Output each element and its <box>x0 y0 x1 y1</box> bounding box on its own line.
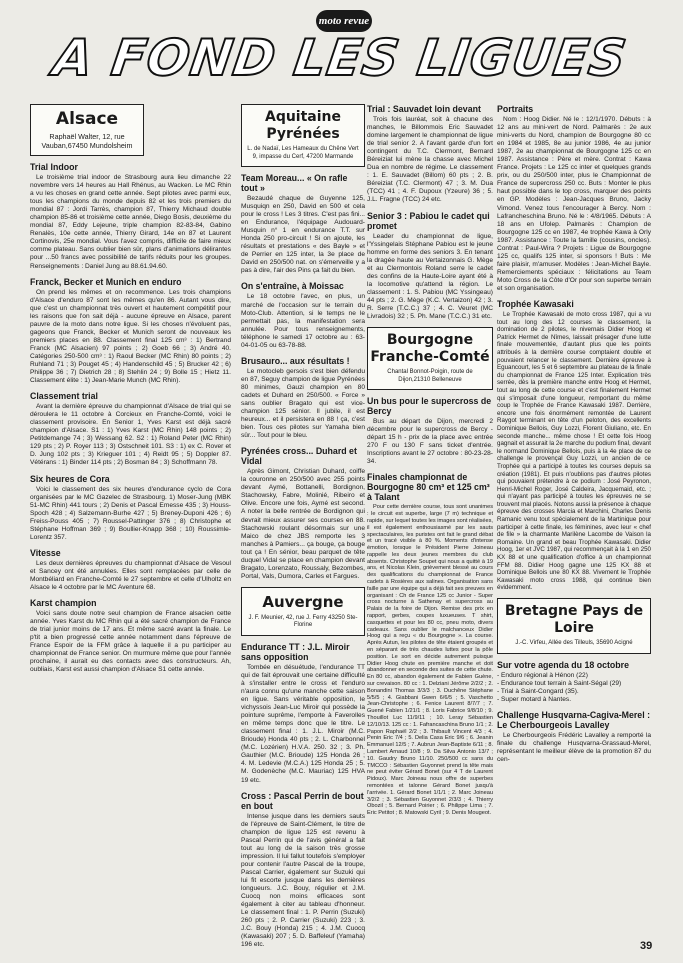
agenda-item: - Super motard à Nantes. <box>497 695 572 703</box>
article-body: Les deux dernières épreuves du championnat d'Alsace de Vesoul et Sancey ont été annulées. Elles sont remplacées par celle de Montbéliard en Franche-Comté le 27 septembre et celle d'Ulholtz en Alsace le 4 octobre par le MC Aventure 68. <box>30 559 231 591</box>
article-title: Classement trial <box>30 391 98 402</box>
article <box>30 162 231 271</box>
article-title: Pyrénées cross... Duhard et Vidal <box>241 446 357 467</box>
article-title: Cross : Pascal Perrin de bout en bout <box>241 790 364 811</box>
moto-revue-logo: moto revue <box>316 10 372 32</box>
article-title: Six heures de Cora <box>30 473 110 484</box>
region-box-bretagne <box>497 598 651 654</box>
article-body: On prend les mêmes et on recommence. Les trois champions d'Alsace d'enduro 87 sont les mêmes qu'en 86. Autant vous dire, que c'est un championnat très ouvert et hautement compétitif pour les raisons que l'on sait déjà - aucune épreuve en Alsace, parent pauvre de la moto dans notre ligue. Si les choses n'évoluent pas, gageons que Franck, Becker et Munich seront de nouveaux les premiers places en 88. Classement final 125 cm³ : 1) Bertrand Franck (MC Alsacien) 97 points ; 2) Goeb 66 ; 3) André 40. Catégories 250-500 cm³ : 1) Raoul Becker (MC Rhin) 80 points ; 2) Ruhland 71 ; 3) Pouget 45 ; 4) Handenschild 45 ; 5) Brucker 42 ; 6) Philippe 36 ; 7) Dietrich 28 ; 8) Stehlin 24 ; 9) Bolle 15 ; Hietz 11. Classement élite : 1) Jean-Marie Munch (MC Rhin). <box>30 288 231 385</box>
article-title: Endurance TT : J.L. Miroir sans opposition <box>241 641 350 662</box>
region-address: J.-C. Virfeu, Allée des Tilleuls, 35690 Acigné <box>515 640 633 646</box>
article-body: Le Cherbourgeois Frédéric Lavalley a remporté la finale du challenge Husqvarna-Grassaud-Merel, représentant le meilleur élève de la promotion 87 du cen- <box>497 731 651 763</box>
article-title: Portraits <box>497 104 534 114</box>
region-title: Aquitaine Pyrénées <box>264 109 342 142</box>
article-body: Le Trophée Kawasaki de moto cross 1987, qui a vu tout au long des 12 courses le classement, la domination de 2 pilotes, le nivernais Didier Hoog et Patrick Hermet de Nîmes, laissait présager d'une lutte finale mouvementée, d'autant plus que les points attribués à la dernière course comptaient double et pouvaient relancer le classement. Dernière épreuve à Eguancourt, les 5 et 6 septembre au plateau de la finale du championnat de France 125 Inter. Explication très serrée, dès la première manche entre Hoog et Hermet, tout au long de cette course et c'est finalement Hermet qui s'imposait d'une longueur, remportant du même coup le Trophée de France Kawasaki 1987. Derrière, encore une fois énormément remontée de Laurent Raygot terminant en tête d'un peloton, des excellents Dominique Bellois, Guy Lozzi, Florent Giuliano, etc. En seconde manche... même chose ! Et cette fois Hoog gagnait et assurait la 2e marche du podium final, devant le normand Dominique Bellois, puis à la 4e place de ce challenge le provençal Guy Lozzi, un ancien de ce Trophée qui a participé à toutes les courses depuis sa création (1981). Et puis n'oublions pas d'autres pilotes qui pouvaient prétendre à ce podium : José Peyronon, Henri-Michel Roger, José Caldeira, Jacquemaid, etc. ; qui n'ayant pas participé à toutes les épreuves ne se trouvent mal placés. Notons aussi la présence à chaque épreuve des crosses Marcia et Marchini, Charles Denis Ramanic venu tout spécialement de la Martinique pour participer à cette finale, les féminines, avec leur « chef de file » la charmante Marilène Lacombe de Vaison la Romaine. Un grand et beau Trophée Kawasaki. Didier Hoog, 1er et JVC 1987, qui recommençait à la 1 en 250 KX 88 et une qualification d'office à un championnat FFM 88. Didier Hoog gagne une 125 KX 88 et Dominique Bellois une 80 KX 88. Vivement le Trophée Kawasaki moto cross 1988, qui continue bien évidemment. <box>497 311 651 592</box>
article-title: Trial : Sauvadet loin devant <box>367 104 481 114</box>
article-title: Franck, Becker et Munich en enduro <box>30 276 182 287</box>
region-address: Raphaël Walter, 12, rue Vauban,67450 Mundolsheim <box>41 132 133 150</box>
article <box>30 474 231 542</box>
article-body: Pour cette dernière course, tous sont unanimes : le circuit est superbe, large (7 m) technique et rapide, sur lequel toutes les images sont réalisées, il est également enthousiasmé par les sauts spectaculaires, les puristes ont fait le grand débat et un tracé visible à 80 %. Moments d'intense émotion, lorsque le Président Pierre Joineau rappelle les deux jeunes membres du club absents. Christophe Soupet qui nous a quitté à 19 ans, et Nicolas Klein, grièvement blessé au cours des qualifications du championnat de France cadets à Rosières aux salines. Organisation sans faille par une équipe qui a déjà fait ses preuves en organisant : Ch de France 125 cc Junior - Super cross nocturne à Sathenay et supercross au Palais de la foire de Dijon. Remise des prix en rapport, gerbes, coupes luxueuses. T shirt, casquettes et pour les 80 cc, pneu moto, divers cadeaux. Sans oublier le malchanceux Didier Hoog qui a reçu « du Bourgogne ». La course. Après Autun, les pilotes de tête étaient groupés et en séparant de très chaudes luttes pour la pôle position. Le sort en décide autrement puisque Didier Hoog chute en première manche et doit abandonner en seconde des suites de cette chute. En 80 cc, abandon également de Fabien Guène, sur crevaison. 80 cc : 1. Delziani Jérôme 2/2/2 ; 2. Bonandini Thomas 3/3/3 ; 3. Duchêne Stéphane 5/5/5 ; 4. Giabbani Gwen 6/6/5 ; 5. Vaschetto Jean-Christophe ; 6. Fenice Laurent 8/7/7 ; 7. Guené Fabien 1/21/1 ; 8. Loris Fabrice 9/8/10 ; 9. Thouillot Luc 11/9/11 ; 10. Leray Sébastien 12/10/13. 125 cc : 1. Fafrancaschina Bruno 1/1 ; 2. Papon Raphaël 2/2 ; 3. Thibault Vincent 4/3 ; 4. Penin Eric 7/4 ; 5. Delia Casa Eric 9/6 ; 6. Jeanin Emmanuel 12/5 ; 7. Aubrun Jean-Baptiste 6/11 ; 8. Lambert Arnaud 10/8 ; 9. Da Silva Antonio 13/7 ; 10. Gaudry Bruno 11/10. 250/500 cc sans du TMCCO : Sébastien Guyonnet prend la tête mais ne peut éviter Gérard Bonet (sur 4 T de Laurent Pidoux). Marc Joineau nous offre de superbes remontées et talonne Gérard Bonet jusqu'à l'arrivée. 1. Gérard Bonet 1/1/1 ; 2. Marc Joineau 3/2/2 ; 3. Sébastien Guyonnet 2/3/3 ; 4. Thierry Obozil ; 5. Bernard Poirier ; 6. Philippe Lima ; 7. Eric Petitot ; 8. Matowski Cyril ; 9. Denis Mougeot. <box>367 504 493 817</box>
article-body: Voici sans doute notre seul champion de France alsacien cette année. Yves Karst du MC Rhin qui a été sacré champion de France de trial junior moins de 17 ans. Et même sacré avant la finale. Le p'tit a bien progressé cette année notamment dans l'épreuve de France Espoir de la FFM grâce à laquelle il a pu participer au championnat de France senior. On murmure même que pour l'année prochaine, il aurait eu des contacts avec des constructeurs. Ah, oubliais, Karst est aussi champion d'Alsace S1 cette année. <box>30 610 231 674</box>
region-box-auvergne <box>241 587 365 636</box>
article-body: Leader du championnat de ligue, l'Yssingelais Stéphane Pabiou est le jeune homme en forme des seniors 3. En tenant la dragée haute au Vertaizonnais G. Mège et au Clermontois Roland serre le cadet des confins de la Haute-Loire ayant été à la locomotive qu'attend la région. Le classement : 1. S. Pabiou (MC Yssingeau) 44 pts ; 2. G. Mège (K.C. Vertaizon) 42 ; 3. R. Serre (T.C.C.) 37 ; 4. C. Veuret (MC Livradois) 32 ; 5. Ph. Mane (T.C.C.) 31 etc. <box>367 232 493 320</box>
page-number: 39 <box>640 940 653 952</box>
region-box-bourgogne <box>367 327 493 390</box>
region-title: Auvergne <box>262 592 344 611</box>
agenda <box>497 660 651 704</box>
article <box>497 104 651 293</box>
page-title: A FOND LES LIGUES <box>49 29 631 87</box>
agenda-title: Sur votre agenda du 18 octobre <box>497 659 629 670</box>
article-body: Avant la dernière épreuve du championnat d'Alsace de trial qui se déroulera le 11 octobre à Corcieux en Franche-Comté, voici le classement provisoire. En Senior 1, Yves Karst est déjà sacré champion d'Alsace. S1 : 1) Yves Karst (MC Rhin) 148 points ; 2) Petitdemange 74 ; 3) Wessang 62. S2 : 1) Roland Peter (MC Rhin) 129 pts ; 2) P. Royer 113 ; 3) Ostschneit 101. S3 : 1) ex C. Rover et D. Jung 102 pts ; 3) Krieguer 101 ; 4) Reidt 95 ; 5) Doppler 87. Vétérans : 1) Binder 114 pts ; 2) Bosman 84 ; 3) Schoffmann 78. <box>30 403 231 467</box>
masthead-header <box>0 0 683 108</box>
article-body: Voici le classement des six heures d'endurance cyclo de Cora organisées par le MC Gazelec de Strasbourg. 1) Moser-Jung (MBK 51-MC Rhin) 441 tours ; 2) Denis et Pascal Emesse 435 ; 3) Houss-Spoch 428 ; 4) Salzemann-Burhe 427 ; 5) Breney-Duponi 426 ; 6) Freiss-Pouss 405 ; 7) Roussel-Pattinger 376 ; 8) Christophe et Stéphane Hoffman 369 ; 9) Boullier-Knapp 368 ; 10) Roussimle-Lorentz 357. <box>30 485 231 541</box>
article-title: Team Moreau... « On rafle tout » <box>241 173 348 193</box>
article <box>30 277 231 386</box>
column-bourgogne <box>367 104 493 819</box>
article-body: Intense jusque dans les derniers sauts de l'épreuve de Saint-Clément, le titre de champion de ligue 125 est revenu à Pascal Perrin qui de l'avis général a fait tout au long de la saison très grosse impression. Il lui fallut toutefois s'employer pour contenir l'autre Pascal de la troupe, Pascal Carrier, également sur Suzuki qui lui fit escorte jusque dans les dernières longueurs. J.C. Bouy, régulier et J.M. Cuocq non moins efficaces sont également à citer au tableau d'honneur. Le classement final : 1. P. Perrin (Suzuki) 260 pts ; 2. P. Carrier (Suzuki) 223 ; 3. J.C. Bouy (Honda) 215 ; 4. J.M. Cuocq (Kawasaki) 207 ; 5. D. Baffeleuf (Yamaha) 196 etc. <box>241 812 365 949</box>
region-address: Chantal Bonnot-Poigin, route de Dijon,21310 Belleneuve <box>387 369 473 383</box>
region-title: Bretagne Pays de Loire <box>504 603 644 636</box>
article <box>241 791 365 950</box>
article <box>30 548 231 592</box>
article-title: Trophée Kawasaki <box>497 299 574 310</box>
agenda-item: - Endurance tout terrain à Saint-Ségal (29) <box>497 679 622 687</box>
column-alsace <box>30 104 231 676</box>
article-body: Bus au départ de Dijon, mercredi 2 décembre pour le supercross de Bercy - départ 15 h - prix de la place avec entrée 270 F ou 130 F sans ticket d'entrée. Inscriptions avant le 27 octobre : 80-23-28-34. <box>367 418 493 466</box>
article <box>497 710 651 764</box>
article-title: Trial Indoor <box>30 162 78 172</box>
agenda-item: - Enduro régional à Hénon (22) <box>497 671 588 679</box>
column-portraits <box>497 104 651 766</box>
article-title: Brusauro... aux résultats ! <box>241 355 350 366</box>
article <box>241 446 365 581</box>
article <box>241 642 365 785</box>
article-body: Nom : Hoog Didier. Né le : 12/1/1970. Débuts : à 12 ans au mini-vert de Nord. Palmarès : 2e aux mini-verts du Nord, champion de Bourgogne 80 cc en 1984 et 1985, 8e au junior 1986, 4e au junior 1987, 2e au championnat de Bourgogne 125 cc en 1987. Assistance : Père et mère. Contrat : Kawa France. Projets : Le 125 cc inter et quelques grands prix, ou du 250/500 inter, plus le Championnat de France de supercross 250 cc. Buts : Monter le plus haut possible dans le top cross, marquer des points en GP. Modèles : Jean-Jacques Bruno, Jacky Vimond. Venez tous l'encourager à Bercy. Nom : Lafrancheschina Bruno. Né le : 4/8/1965. Débuts : A 18 ans en Ufolep. Palmarès : Champion de Bourgogne 125 cc en 1987, 4e trophée Kawa à Orly 1987. Assistance : Toute la famille (cousins, oncles). Contrat : Paul-Wira ? Projets : Ligue de Bourgogne 125 cc, qualifs 125 inter, si sponsors ! Buts : Me faire plaisir, m'amuser. Modèles : Jean-Michel Bayle. Remerciements spéciaux : félicitations au Team Moto Cross de la Côte d'Or pour son superbe terrain et son organisation. <box>497 116 651 292</box>
region-address: J. F. Meunier, 42, rue J. Ferry 43250 Ste-Florine <box>248 614 358 629</box>
article <box>241 173 365 275</box>
article <box>497 299 651 592</box>
article-body: Le motocleb gersois s'est bien défendu en 87, Seguy champion de ligue Pyrénées 80 minimes, Gauzi champion en 80 cadets et Duhard en 250/500. « Force » sans oublier Bragato qui est vice-champion 125 sénior. Il jubile, il est heureux... et il persistera en 88 ! ça, c'est bien. Tous ces pilotes sur Yamaha bien sûr... Tout pour le bleu. <box>241 367 365 440</box>
article-title: Un bus pour le supercross de Bercy <box>367 396 492 417</box>
region-address: L. de Nadaï, Les Hameaux du Chêne Vert 9, impasse du Cerf, 47200 Marmande <box>247 146 359 160</box>
article-title: Challenge Husqvarna-Cagiva-Merel : Le Cherbourgeois Lavalley <box>497 709 651 730</box>
article-body: Le troisième trial indoor de Strasbourg aura lieu dimanche 22 novembre vers 14 heures au Hall Rhénus, au Wacken. Le MC Rhin a vu les choses en grand cette année. Sept pilotes avec parmi eux, tous les champions du monde depuis 82 et les trois premiers du mondial 87 : Jordi Tarrès, champion 87, Thierry Michaud double champion 85-86 et troisième cette année, Diego Bosis, deuxième du mondial 87, Eddy Lejeune, triple champion 82-83-84, Gabino Renalès, 10e cette année, Thierry Girard, 14e en 87 et Laurent Cortinovis, 25e mondial. Vous l'avez compris, difficile de faire mieux comme plateau. Sans oublier bien sûr, plans d'animations délirantes pour ...50 francs avec possibilité de tarifs réduits pour les groupes. Renseignements : Daniel Jung au 88.61.94.60. <box>30 174 231 270</box>
region-box-alsace <box>30 104 144 156</box>
article <box>367 211 493 322</box>
article-body: Bezaudé chaque de Guyenne 125, Musquiqn en 250, David en 500 et cela pour le cross ! Les 3 titres. C'est pas fini... en Endurance, l'équipage Audouard-Musquin n° 1 en endurance T.T. sur Honda 250 pro-circuit ! Si on ajoute, les résultats et prestations « des Bayle » et de Perrier en 125 inter, la 3e place de David en 250/500 nat. on s'émerveille y a pas à dire, l'air des Pins ça fait du bien. <box>241 195 365 275</box>
region-title: Alsace <box>55 109 119 129</box>
article <box>367 472 493 817</box>
article-title: Karst champion <box>30 598 97 609</box>
article-title: Vitesse <box>30 547 61 558</box>
article-title: Senior 3 : Pabiou le cadet qui promet <box>367 210 490 231</box>
article <box>241 356 365 440</box>
article-body: Trois fois lauréat, soit à chacune des manches, le Billommois Eric Sauvadet domine largement le championnat de ligue de trial senior 2. A l'avant garde d'un fort contingent du T.C. Clermont, Bernard Béreiziat lui mène la chasse avec Michel Dua en nombre de régime. Le classement : 1. E. Sauvadet (Billom) 60 pts ; 2. B. Béreiziat (T.C. Clermont) 47 ; 3. M. Dua (TCC) 41 ; 4. F. Dupoux (Yzeure) 36 ; 5. J.L. Fragne (TCC) 24 etc. <box>367 116 493 204</box>
article-body: Le 18 octobre l'avec, en plus, un marché de l'occasion sur le terrain du Moto-Club. Attention, si le temps ne le permettait pas, la manifestation sera annulée. Pour tous renseignements, téléphone le samedi 17 octobre au : 63-04-01-05 ou 63-78-88. <box>241 293 365 349</box>
article-title: On s'entraîne, à Moissac <box>241 281 344 292</box>
column-aquitaine <box>241 104 365 951</box>
article-body: Tombée en désuétude, l'endurance TT qui de fait éprouvait une certaine difficulté à s'installer entre le cross et l'enduro n'aura connu qu'une manche cette saison en ligue. Sans véritable opposition, le vichyssois Jean-Luc Miroir qui possède la pointure suprême, l'emporte à Faverolles en même temps donc que le titre. Le classement final : 1. J.L. Miroir (M.C. Brioude) Honda 40 pts ; 2. L. Charbonnel (M.C. Lozérien) H.V.A. 250. 32 ; 3. Ph. Gauthier (M.C. Brioude) 125 Honda 26 ; 4. M. Ledevie (M.C.A.) 125 Honda 25 ; 5. M. Godenèche (M.C. Mauriac) 125 HVA 19 etc. <box>241 663 365 784</box>
article-body: Après Gimont, Christian Duhard, coiffe la couronne en 250/500 avec 255 points devant Aymé, Bottanelli, Bordignon, Stachowsky, Fabre, Molinié, Ribeiro et Olive. Encore une fois, Aymé est second. A noter la belle rentrée de Bordignon qui devrait mieux assurer ses courses en 88. Stachowski roulant désormais sur une Maico de chez JBS remporte les 3 manches à Pamiers... ça bouge, ça bouge tout ça ! En sénior, beau parquet de tête duquel Vidal se place en champion devant Bragato, Lorenzato, Roussaly, Bezombes, Portal, Vals, Dumora, Carles et Fargues. <box>241 468 365 580</box>
article <box>241 281 365 349</box>
agenda-item: - Trial à Saint-Congard (35). <box>497 687 579 695</box>
article <box>30 598 231 674</box>
article <box>30 391 231 467</box>
region-title: Bourgogne Franche-Comté <box>370 332 490 366</box>
region-box-aquitaine <box>241 104 365 167</box>
article <box>367 104 493 205</box>
article <box>367 396 493 466</box>
article-title: Finales championnat de Bourgogne 80 cm³ et 125 cm³ à Talant <box>367 472 490 503</box>
